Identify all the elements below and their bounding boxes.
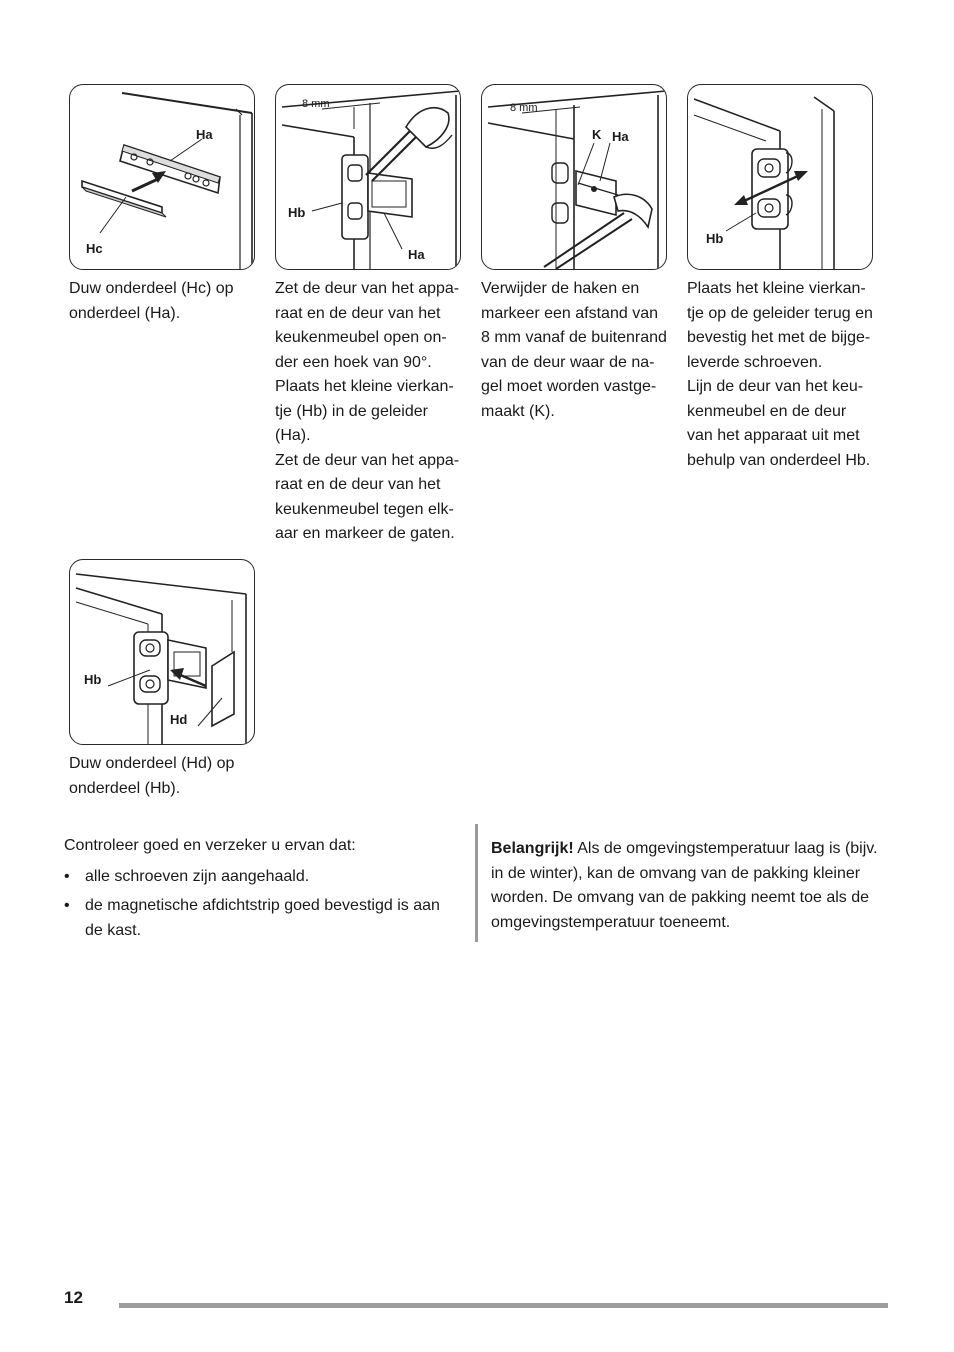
caption-line: Duw onderdeel (Hc) op	[69, 280, 234, 297]
caption-line: Plaats het kleine vierkan-	[275, 378, 454, 395]
illustration-hc-ha	[70, 85, 254, 269]
bullet: •	[64, 897, 70, 914]
footer-rule	[119, 1303, 888, 1308]
figure-push-hd-onto-hb	[69, 559, 255, 745]
page-number: 12	[64, 1288, 83, 1307]
checklist	[64, 834, 454, 948]
important-label: Belangrijk!	[491, 840, 574, 857]
label-hc: Hc	[86, 241, 103, 256]
caption-line: van de deur waar de na-	[481, 353, 655, 371]
label-hb: Hb	[84, 672, 102, 687]
caption-line: bevestig het met de bijge-	[687, 329, 871, 346]
list-item-text: alle schroeven zijn aangehaald.	[85, 867, 310, 885]
list-item-text: de magnetische afdichtstrip goed bevestigd is aan de kast.	[85, 897, 440, 939]
caption-line: der een hoek van 90°.	[275, 353, 432, 371]
caption-line: markeer een afstand van	[481, 304, 658, 322]
illustration-hd-hb	[70, 560, 254, 744]
caption-line: kenmeubel en de deur	[687, 402, 847, 420]
caption-line: tje (Hb) in de geleider	[275, 402, 428, 420]
caption-step-1	[69, 277, 261, 326]
label-hd: Hd	[170, 712, 188, 727]
caption-line: Plaats het kleine vierkan-	[687, 280, 866, 297]
bullet: •	[64, 867, 70, 885]
caption-line: Zet de deur van het appa-	[275, 451, 460, 469]
caption-line: raat en de deur van het	[275, 304, 441, 322]
caption-step-5	[69, 752, 261, 801]
label-ha: Ha	[196, 127, 213, 142]
list-item	[64, 894, 454, 943]
label-hb: Hb	[288, 205, 306, 220]
figure-mark-8mm-k	[481, 84, 667, 270]
caption-step-4	[687, 277, 879, 473]
figure-insert-hb-into-ha	[275, 84, 461, 270]
caption-line: 8 mm vanaf de buitenrand	[481, 329, 667, 346]
label-hb: Hb	[706, 231, 724, 246]
figure-push-hc-onto-ha	[69, 84, 255, 270]
important-note	[475, 824, 890, 942]
caption-line: tje op de geleider terug en	[687, 304, 873, 322]
caption-line: aar en markeer de gaten.	[275, 525, 455, 542]
caption-line: raat en de deur van het	[275, 476, 441, 493]
caption-line: behulp van onderdeel Hb.	[687, 451, 871, 469]
caption-line: Lijn de deur van het keu-	[687, 378, 864, 395]
caption-line: Zet de deur van het appa-	[275, 280, 460, 297]
label-k: K	[592, 127, 602, 142]
checklist-items	[64, 865, 454, 944]
figure-align-doors-hb	[687, 84, 873, 270]
dimension-8mm: 8 mm	[510, 102, 538, 114]
caption-step-3	[481, 277, 673, 424]
caption-line: van het apparaat uit met	[687, 427, 860, 444]
caption-line: keukenmeubel tegen elk-	[275, 500, 454, 518]
caption-line: (Ha).	[275, 427, 311, 444]
caption-line: maakt (K).	[481, 402, 555, 420]
illustration-mark-k	[482, 85, 666, 269]
caption-line: onderdeel (Hb).	[69, 779, 181, 797]
caption-line: leverde schroeven.	[687, 353, 823, 371]
label-ha: Ha	[408, 247, 425, 262]
caption-line: onderdeel (Ha).	[69, 304, 181, 322]
caption-step-2	[275, 277, 467, 547]
caption-line: Verwijder de haken en	[481, 280, 640, 297]
label-ha: Ha	[612, 129, 629, 144]
dimension-8mm: 8 mm	[302, 98, 330, 110]
checklist-intro: Controleer goed en verzeker u ervan dat:	[64, 837, 356, 854]
illustration-align-hb	[688, 85, 872, 269]
list-item	[64, 865, 454, 890]
illustration-hb-ha	[276, 85, 460, 269]
caption-line: keukenmeubel open on-	[275, 329, 447, 346]
caption-line: gel moet worden vastge-	[481, 378, 657, 395]
important-text: Als de omgevingstemperatuur laag is (bijv. in de winter), kan de omvang van de pakking kleiner worden. De omvang van de pakking neemt toe als de omgevingstemperatuur toeneemt.	[491, 840, 878, 931]
caption-line: Duw onderdeel (Hd) op	[69, 755, 235, 772]
